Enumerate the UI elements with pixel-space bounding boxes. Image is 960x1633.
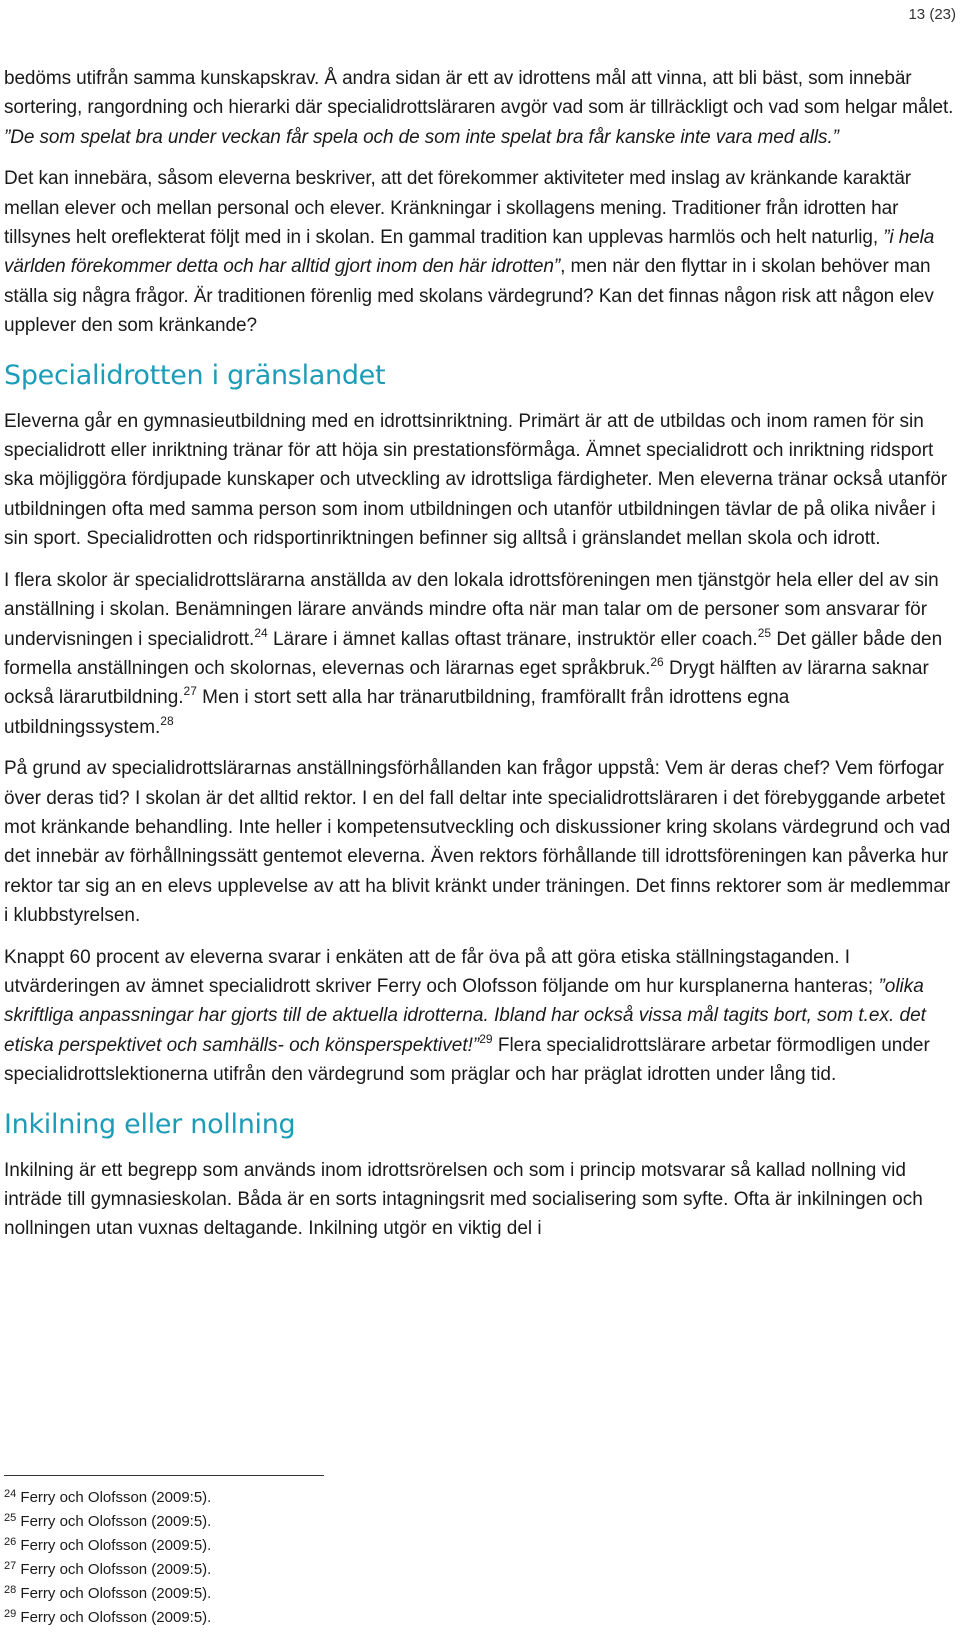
footnote-text: Ferry och Olofsson (2009:5). bbox=[16, 1609, 212, 1626]
page-body bbox=[4, 64, 954, 1256]
footnote-number: 26 bbox=[4, 1536, 17, 1548]
paragraph-1-quote: ”De som spelat bra under veckan får spela och de som inte spelat bra får kanske inte vara med alls.” bbox=[4, 126, 839, 148]
footnote-ref-27[interactable]: 27 bbox=[183, 684, 197, 699]
footnotes bbox=[4, 1486, 954, 1630]
paragraph-4-s4: Drygt hälften av lärarna saknar också lärarutbildning. bbox=[4, 657, 929, 709]
paragraph-6-text-a: Knappt 60 procent av eleverna svarar i enkäten att de får öva på att göra etiska ställningstaganden. I utvärderingen av ämnet specialidrott skriver Ferry och Olofsson följande om hur kursplanerna hanteras; bbox=[4, 946, 879, 997]
footnote-29 bbox=[4, 1606, 954, 1630]
footnote-25 bbox=[4, 1510, 954, 1534]
footnote-text: Ferry och Olofsson (2009:5). bbox=[16, 1561, 212, 1578]
paragraph-6 bbox=[4, 943, 954, 1090]
footnote-text: Ferry och Olofsson (2009:5). bbox=[16, 1585, 212, 1602]
paragraph-7: Inkilning är ett begrepp som används inom idrottsrörelsen och som i princip motsvarar så kallad nollning vid inträde till gymnasieskolan. Båda är en sorts intagningsrit med socialisering som syfte. Ofta är inkilningen och nollningen utan vuxnas deltagande. Inkilning utgör en viktig del i bbox=[4, 1159, 923, 1240]
paragraph-2-text-b: , men när den flyttar in i skolan behöver man ställa sig några frågor. Är traditionen förenlig med skolans värdegrund? Kan det finnas någon risk att någon elev upplever den som kränkande? bbox=[4, 256, 934, 337]
section-heading-specialidrotten: Specialidrotten i gränslandet bbox=[4, 359, 386, 391]
footnote-number: 29 bbox=[4, 1608, 17, 1620]
footnote-26 bbox=[4, 1534, 954, 1558]
paragraph-4-s3: Det gäller både den formella anställningen och skolornas, elevernas och lärarnas eget språkbruk. bbox=[4, 628, 943, 679]
footnote-number: 25 bbox=[4, 1512, 17, 1524]
footnote-number: 24 bbox=[4, 1488, 17, 1500]
page-number: 13 (23) bbox=[908, 6, 956, 23]
paragraph-1 bbox=[4, 64, 954, 152]
footnote-ref-26[interactable]: 26 bbox=[650, 654, 664, 669]
footnote-text: Ferry och Olofsson (2009:5). bbox=[16, 1489, 212, 1506]
footnote-ref-29[interactable]: 29 bbox=[479, 1031, 493, 1046]
paragraph-4-s2: Lärare i ämnet kallas oftast tränare, instruktör eller coach. bbox=[267, 628, 758, 650]
footnote-text: Ferry och Olofsson (2009:5). bbox=[16, 1537, 212, 1554]
paragraph-4-s1: I flera skolor är specialidrottslärarna anställda av den lokala idrottsföreningen men tjänstgör hela eller del av sin anställning i skolan. Benämningen lärare används mindre ofta när man talar om de personer som ansvarar för undervisningen i specialidrott. bbox=[4, 569, 939, 650]
footnote-ref-24[interactable]: 24 bbox=[254, 625, 268, 640]
footnote-28 bbox=[4, 1582, 954, 1606]
paragraph-2-text-a: Det kan innebära, såsom eleverna beskriver, att det förekommer aktiviteter med inslag av kränkande karaktär mellan elever och mellan personal och elever. Kränkningar i skollagens mening. Traditioner från idrotten har tillsynes helt oreflekterat följt med in i skolan. En gammal tradition kan upplevas harmlös och helt naturlig, bbox=[4, 168, 912, 249]
footnote-27 bbox=[4, 1558, 954, 1582]
footnote-24 bbox=[4, 1486, 954, 1510]
section-heading-inkilning: Inkilning eller nollning bbox=[4, 1108, 296, 1140]
footnote-ref-25[interactable]: 25 bbox=[757, 625, 772, 640]
paragraph-1-text: bedöms utifrån samma kunskapskrav. Å andra sidan är ett av idrottens mål att vinna, att bli bäst, som innebär sortering, rangordning och hierarki där specialidrottsläraren avgör vad som är tillräckligt och vad som helgar målet. bbox=[4, 68, 954, 119]
footnote-number: 27 bbox=[4, 1560, 17, 1572]
paragraph-6-text-b: Flera specialidrottslärare arbetar förmodligen under specialidrottslektionerna utifrån den värdegrund som präglar och har präglat idrotten under lång tid. bbox=[4, 1034, 930, 1086]
paragraph-5: På grund av specialidrottslärarnas anställningsförhållanden kan frågor uppstå: Vem är deras chef? Vem förfogar över deras tid? I skolan är det alltid rektor. I en del fall deltar inte specialidrottsläraren i det förebyggande arbetet mot kränkande behandling. Inte heller i kompetensutveckling och diskussioner kring skolans värdegrund och vad det innebär av förhållningssätt gentemot eleverna. Även rektors förhållande till idrottsföreningen kan påverka hur rektor tar sig an en elevs upplevelse av att ha blivit kränkt under träningen. Det finns rektorer som är medlemmar i klubbstyrelsen. bbox=[4, 758, 951, 927]
footnote-text: Ferry och Olofsson (2009:5). bbox=[16, 1513, 212, 1530]
footnote-number: 28 bbox=[4, 1584, 17, 1596]
paragraph-3: Eleverna går en gymnasieutbildning med en idrottsinriktning. Primärt är att de utbildas och inom ramen för sin specialidrott eller inriktning tränar för att höja sin prestationsförmåga. Ämnet specialidrott och inriktning ridsport ska möjliggöra fördjupade kunskaper och utveckling av idrottsliga färdigheter. Men eleverna tränar också utanför utbildningen ofta med samma person som inom utbildningen och utanför utbildningen tävlar de på olika nivåer i sin sport. Specialidrotten och ridsportinriktningen befinner sig alltså i gränslandet mellan skola och idrott. bbox=[4, 410, 948, 550]
paragraph-4 bbox=[4, 566, 954, 742]
footnote-ref-28[interactable]: 28 bbox=[160, 713, 174, 728]
footnote-divider bbox=[4, 1475, 324, 1476]
paragraph-6-quote: ”olika skriftliga anpassningar har gjorts till de aktuella idrotterna. Ibland har också vissa mål tagits bort, som t.ex. det etiska perspektivet och samhälls- och könsperspektivet!” bbox=[4, 975, 926, 1056]
paragraph-2 bbox=[4, 164, 954, 340]
paragraph-4-s5: Men i stort sett alla har tränarutbildning, framförallt från idrottens egna utbildningssystem. bbox=[4, 687, 790, 738]
paragraph-2-quote: ”i hela världen förekommer detta och har alltid gjort inom den här idrotten” bbox=[4, 227, 935, 278]
